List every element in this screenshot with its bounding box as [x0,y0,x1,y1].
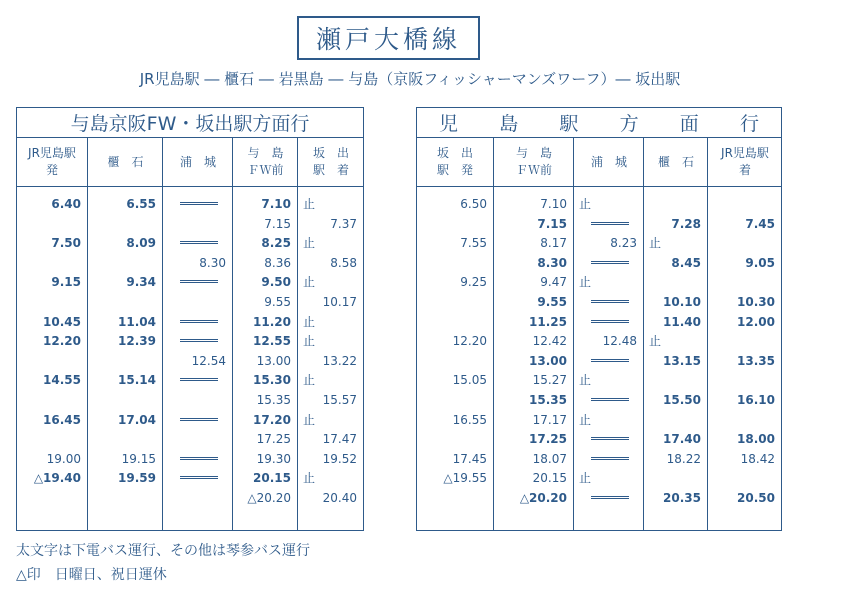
time-cell: 6.40 [51,197,81,211]
time-cell: 9.05 [745,255,775,270]
time-cell: 17.04 [118,412,156,427]
time-cell: 9.47 [540,275,567,290]
table-row [17,254,363,273]
time-cell: 9.15 [51,275,81,290]
column-header-line: 与 島 [515,146,552,160]
terminates-mark: 止 [303,314,316,329]
time-cell: △20.20 [519,491,567,505]
table-row [417,273,781,292]
time-cell: 8.30 [199,255,226,270]
time-cell: 6.50 [460,197,487,211]
time-cell: 10.17 [322,295,357,309]
column-header [17,138,87,186]
time-cell: 17.40 [663,432,701,447]
time-cell: 18.42 [740,451,775,466]
terminates-mark: 止 [579,471,592,486]
table-row [417,371,781,390]
table-title-char: 方 [619,113,639,135]
time-cell: 11.20 [253,314,291,329]
time-cell: △19.40 [33,471,81,486]
time-cell: 8.45 [671,255,701,270]
table-row [17,391,363,410]
pass-through-mark [591,222,630,225]
pass-through-mark [180,320,219,323]
route-description: JR児島駅 ― 櫃石 ― 岩黒島 ― 与島（京阪フィッシャーマンズワーフ）― 坂出駅 [139,70,681,88]
time-cell: 19.52 [322,451,357,466]
table-header [17,138,363,187]
terminates-mark: 止 [649,236,662,251]
column-header-line: ＦＷ前 [515,163,552,177]
time-cell: △19.55 [443,471,487,486]
column-header-line: ＦＷ前 [247,163,284,177]
pass-through-mark [591,261,630,264]
pass-through-mark [591,398,630,401]
time-cell: 15.05 [452,373,487,388]
time-cell: 17.17 [532,412,567,427]
column-header-line: 坂 出 [436,146,473,160]
table-title-char: 駅 [559,113,579,135]
pass-through-mark [591,300,630,303]
pass-through-mark [180,339,219,342]
pass-through-mark [591,320,630,323]
column-header [707,138,782,186]
column-header-line: 櫃 石 [107,154,144,169]
table-title-char: 面 [679,113,699,135]
time-cell: 15.50 [663,393,701,407]
time-cell: 11.25 [529,314,567,329]
table-row [417,195,781,214]
time-cell: 18.00 [737,432,775,447]
table-row [417,234,781,253]
time-cell: 13.22 [322,353,357,368]
table-body [17,187,363,530]
time-cell: 12.42 [532,334,567,349]
pass-through-mark [591,457,630,460]
table-row [17,215,363,234]
time-cell: 13.35 [737,353,775,368]
pass-through-mark [180,241,219,244]
table-row [17,332,363,351]
time-cell: 8.09 [126,236,156,251]
terminates-mark: 止 [303,373,316,388]
time-cell: 19.00 [46,451,81,466]
table-row [17,273,363,292]
time-cell: 7.10 [261,197,291,211]
time-cell: 7.50 [51,236,81,251]
column-header [297,138,364,186]
time-cell: 10.30 [737,295,775,309]
column-header-line: 着 [738,163,751,177]
time-cell: 9.25 [460,275,487,290]
table-row [417,293,781,312]
time-cell: 11.40 [663,314,701,329]
time-cell: 18.22 [666,451,701,466]
time-cell: 20.35 [663,491,701,505]
time-cell: 9.55 [264,295,291,309]
time-cell: 15.27 [532,373,567,388]
column-header-line: 坂 出 [312,146,349,160]
table-row [417,313,781,332]
terminates-mark: 止 [303,275,316,290]
table-body [417,187,781,530]
pass-through-mark [591,496,630,499]
table-row [17,293,363,312]
time-cell: 18.07 [532,451,567,466]
time-cell: 20.15 [253,471,291,486]
column-header-line: 浦 城 [179,154,216,169]
table-title-char: 島 [499,113,519,135]
table-title: 与島京阪FW・坂出駅方面行 [17,108,363,138]
table-title [417,108,781,138]
timetable-left [16,107,364,531]
time-cell: 9.50 [261,275,291,290]
time-cell: 8.30 [537,255,567,270]
time-cell: 15.57 [322,393,357,407]
table-row [17,352,363,371]
time-cell: 8.58 [330,255,357,270]
time-cell: 7.15 [264,216,291,231]
time-cell: 16.10 [737,393,775,407]
time-cell: 6.55 [126,197,156,211]
column-header-line: 駅 着 [312,163,349,177]
column-header [573,138,644,186]
time-cell: 17.20 [253,412,291,427]
table-row [417,352,781,371]
page-title: 瀬戸大橋線 [297,16,480,60]
footnote-operator: 太文字は下電バス運行、その他は琴参バス運行 [16,543,310,559]
column-header-line: JR児島駅 [28,146,76,160]
terminates-mark: 止 [303,412,316,427]
pass-through-mark [180,202,219,205]
pass-through-mark [180,476,219,479]
time-cell: 13.00 [256,353,291,368]
time-cell: 12.00 [737,314,775,329]
pass-through-mark [591,437,630,440]
time-cell: 17.25 [529,432,567,447]
time-cell: 12.20 [452,334,487,349]
time-cell: △20.20 [247,491,291,505]
column-header [87,138,163,186]
column-header [162,138,233,186]
time-cell: 19.59 [118,471,156,486]
time-cell: 19.30 [256,451,291,466]
time-cell: 8.23 [610,236,637,251]
time-cell: 11.04 [118,314,156,329]
timetable-right [416,107,782,531]
terminates-mark: 止 [579,412,592,427]
terminates-mark: 止 [579,373,592,388]
table-row [417,391,781,410]
time-cell: 19.15 [121,451,156,466]
column-header-line: 発 [45,163,58,177]
table-header [417,138,781,187]
terminates-mark: 止 [649,334,662,349]
time-cell: 8.25 [261,236,291,251]
column-header-line: 駅 発 [436,163,473,177]
time-cell: 12.48 [602,334,637,349]
time-cell: 7.45 [745,216,775,231]
table-row [17,469,363,488]
table-row [417,469,781,488]
terminates-mark: 止 [303,197,316,211]
terminates-mark: 止 [303,236,316,251]
time-cell: 15.14 [118,373,156,388]
table-row [17,313,363,332]
terminates-mark: 止 [303,334,316,349]
time-cell: 17.25 [256,432,291,447]
table-row [17,234,363,253]
time-cell: 16.55 [452,412,487,427]
table-row [17,450,363,469]
table-row [17,430,363,449]
terminates-mark: 止 [579,275,592,290]
terminates-mark: 止 [579,197,592,211]
time-cell: 10.10 [663,295,701,309]
pass-through-mark [591,359,630,362]
pass-through-mark [180,457,219,460]
time-cell: 14.55 [43,373,81,388]
time-cell: 15.35 [529,393,567,407]
table-row [417,254,781,273]
table-row [417,430,781,449]
time-cell: 13.15 [663,353,701,368]
column-header-line: 櫃 石 [657,154,694,169]
time-cell: 10.45 [43,314,81,329]
time-cell: 20.40 [322,491,357,505]
column-header [493,138,574,186]
table-row [17,371,363,390]
column-header [417,138,493,186]
terminates-mark: 止 [303,471,316,486]
pass-through-mark [180,378,219,381]
table-row [417,450,781,469]
time-cell: 15.35 [256,393,291,407]
time-cell: 20.15 [532,471,567,486]
time-cell: 16.45 [43,412,81,427]
time-cell: 12.39 [118,334,156,349]
column-header-line: 浦 城 [590,154,627,169]
time-cell: 7.55 [460,236,487,251]
footnote-holiday: △印 日曜日、祝日運休 [16,567,167,583]
time-cell: 8.36 [264,255,291,270]
time-cell: 20.50 [737,491,775,505]
time-cell: 13.00 [529,353,567,368]
table-row [17,411,363,430]
column-header-line: JR児島駅 [721,146,769,160]
time-cell: 9.34 [126,275,156,290]
time-cell: 9.55 [537,295,567,309]
time-cell: 7.28 [671,216,701,231]
table-row [417,411,781,430]
time-cell: 8.17 [540,236,567,251]
time-cell: 12.54 [191,353,226,368]
pass-through-mark [180,418,219,421]
table-row [17,489,363,508]
table-title-char: 児 [439,113,459,135]
time-cell: 7.15 [537,216,567,231]
table-row [417,332,781,351]
time-cell: 7.10 [540,197,567,211]
table-title-char: 行 [739,113,759,135]
time-cell: 12.55 [253,334,291,349]
time-cell: 12.20 [43,334,81,349]
pass-through-mark [180,280,219,283]
time-cell: 17.47 [322,432,357,447]
column-header-line: 与 島 [247,146,284,160]
table-row [417,215,781,234]
time-cell: 15.30 [253,373,291,388]
column-header [643,138,708,186]
table-row [17,195,363,214]
time-cell: 7.37 [330,216,357,231]
time-cell: 17.45 [452,451,487,466]
column-header [232,138,298,186]
table-row [417,489,781,508]
